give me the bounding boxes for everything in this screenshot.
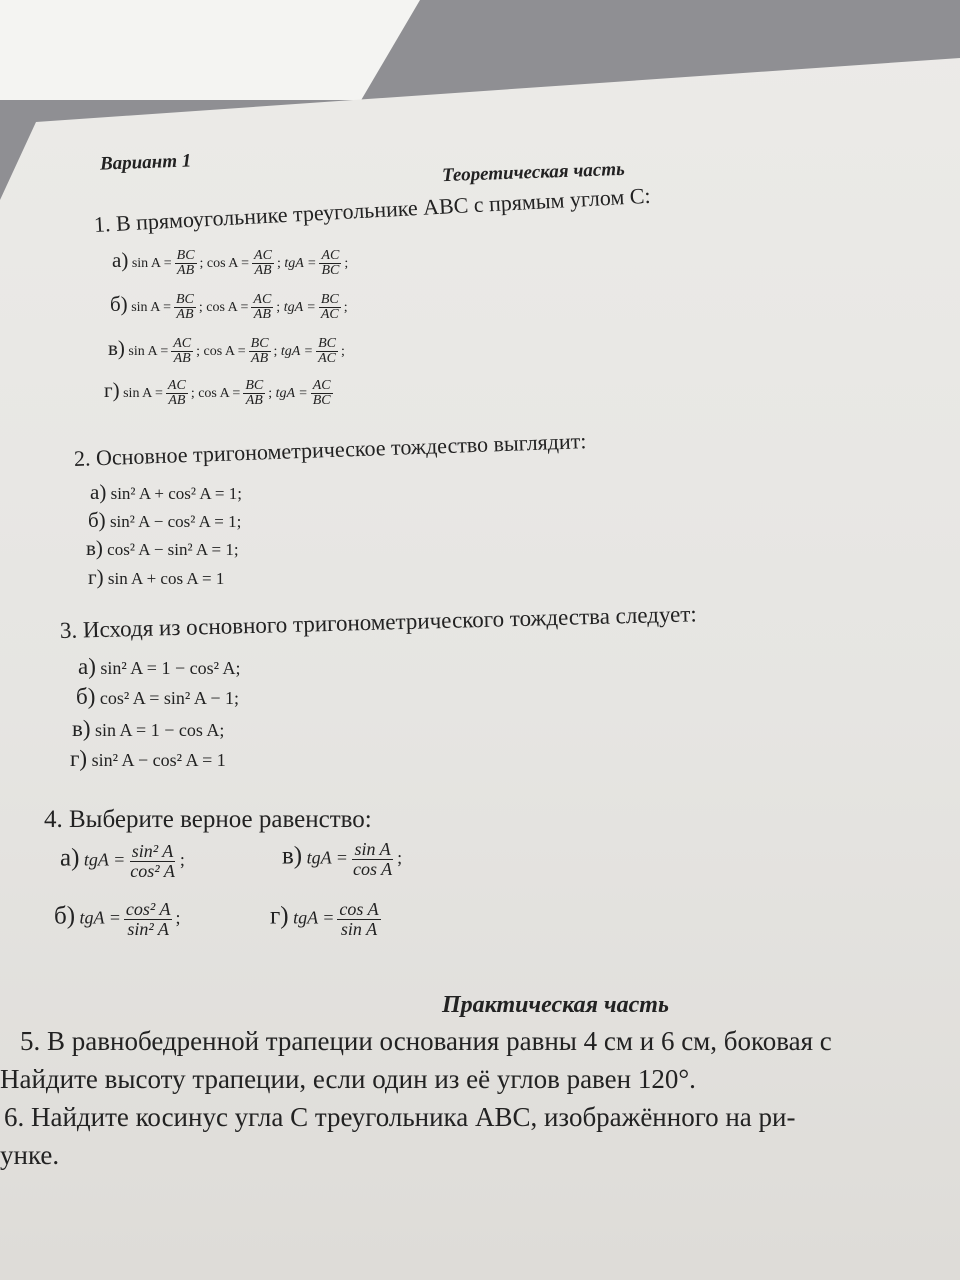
fraction: $\frac{\text{cos A}}{\text{sin A}}$ bbox=[339, 899, 379, 939]
option-label: г) bbox=[104, 378, 120, 402]
fraction: $\frac{BC}{AC}$ bbox=[318, 335, 336, 367]
option-expression: sin² A + cos² A = 1; bbox=[110, 484, 242, 503]
q3-option-b: б) cos² A = sin² A − 1; bbox=[76, 684, 239, 709]
fraction: $\frac{BC}{AC}$ bbox=[320, 291, 339, 323]
option-label: б) bbox=[110, 292, 128, 316]
option-expression: cos² A = sin² A − 1; bbox=[99, 688, 239, 708]
question-2-text: 2. Основное тригонометрическое тождество выглядит: bbox=[73, 428, 587, 471]
q3-option-v: в) sin A = 1 − cos A; bbox=[72, 716, 225, 741]
variant-heading: Вариант 1 bbox=[99, 150, 192, 175]
fraction: $\frac{\text{sin A}}{\text{cos A}}$ bbox=[352, 839, 393, 879]
q4-option-b: б) tgA = $\frac{\text{cos² A}}{\text{sin² A}}$ ; bbox=[54, 899, 181, 939]
fraction: $\frac{AC}{AB}$ bbox=[167, 377, 186, 409]
fraction: $\frac{\text{sin² A}}{\text{cos² A}}$ bbox=[130, 841, 175, 881]
q3-option-a: а) sin² A = 1 − cos² A; bbox=[78, 654, 241, 679]
q2-option-v: в) cos² A − sin² A = 1; bbox=[86, 536, 239, 560]
fraction: $\frac{BC}{AB}$ bbox=[245, 377, 264, 409]
q1-option-b: б) sin A = $\frac{BC}{AB}$ ; cos A = $\frac{AC}{AB}$ ; tgA = $\frac{BC}{AC}$ ; bbox=[110, 291, 348, 323]
q1-option-v: в) sin A = $\frac{AC}{AB}$ ; cos A = $\frac{BC}{AB}$ ; tgA = $\frac{BC}{AC}$ ; bbox=[108, 335, 345, 367]
fraction: $\frac{AC}{AB}$ bbox=[253, 291, 272, 323]
fraction: $\frac{BC}{AB}$ bbox=[176, 291, 194, 323]
question-3-text: 3. Исходя из основного тригонометрического тождества следует: bbox=[59, 601, 698, 643]
q1-option-g: г) sin A = $\frac{AC}{AB}$ ; cos A = $\frac{BC}{AB}$ ; tgA = $\frac{AC}{BC}$ bbox=[104, 377, 331, 409]
option-label: в) bbox=[108, 336, 125, 360]
fraction: $\frac{AC}{BC}$ bbox=[321, 247, 340, 279]
fraction: $\frac{AC}{AB}$ bbox=[173, 335, 192, 367]
option-expression: cos² A − sin² A = 1; bbox=[107, 540, 239, 559]
q2-option-g: г) sin A + cos A = 1 bbox=[88, 565, 225, 589]
fraction: $\frac{\text{cos² A}}{\text{sin² A}}$ bbox=[125, 899, 171, 939]
q3-option-g: г) sin² A − cos² A = 1 bbox=[70, 746, 226, 771]
option-expression: sin² A − cos² A = 1 bbox=[91, 750, 226, 770]
fraction: $\frac{AC}{BC}$ bbox=[312, 377, 331, 409]
question-6-line-1: 6. Найдите косинус угла C треугольника ABC, изображённого на ри- bbox=[4, 1102, 796, 1132]
q1-option-a: а) sin A = $\frac{BC}{AB}$ ; cos A = $\frac{AC}{AB}$ ; tgA = $\frac{AC}{BC}$ ; bbox=[112, 247, 349, 279]
practice-heading: Практическая часть bbox=[442, 992, 669, 1018]
q2-option-a: а) sin² A + cos² A = 1; bbox=[90, 480, 242, 504]
q4-option-a: а) tgA = $\frac{\text{sin² A}}{\text{cos² A}}$ ; bbox=[60, 841, 185, 881]
option-expression: sin A = 1 − cos A; bbox=[95, 720, 225, 740]
question-5-line-2: Найдите высоту трапеции, если один из её углов равен 120°. bbox=[0, 1064, 696, 1094]
fraction: $\frac{AC}{AB}$ bbox=[254, 247, 272, 279]
fraction: $\frac{BC}{AB}$ bbox=[250, 335, 269, 367]
question-6-line-2: унке. bbox=[0, 1140, 60, 1170]
q2-option-b: б) sin² A − cos² A = 1; bbox=[88, 508, 242, 532]
option-label: а) bbox=[112, 248, 129, 272]
option-expression: sin² A = 1 − cos² A; bbox=[100, 658, 241, 678]
q4-option-v: в) tgA = $\frac{\text{sin A}}{\text{cos A}}$ ; bbox=[282, 839, 403, 879]
question-1-text: 1. В прямоугольнике треугольнике АВС с прямым углом С: bbox=[93, 182, 652, 237]
theory-heading: Теоретическая часть bbox=[441, 158, 626, 187]
question-4-text: 4. Выберите верное равенство: bbox=[44, 806, 372, 833]
q4-option-g: г) tgA = $\frac{\text{cos A}}{\text{sin A}}$ bbox=[270, 899, 379, 939]
question-5-line-1: 5. В равнобедренной трапеции основания равны 4 см и 6 см, боковая с bbox=[20, 1026, 832, 1056]
fraction: $\frac{BC}{AB}$ bbox=[176, 247, 195, 279]
option-expression: sin A + cos A = 1 bbox=[107, 569, 225, 588]
option-expression: sin² A − cos² A = 1; bbox=[109, 512, 242, 531]
